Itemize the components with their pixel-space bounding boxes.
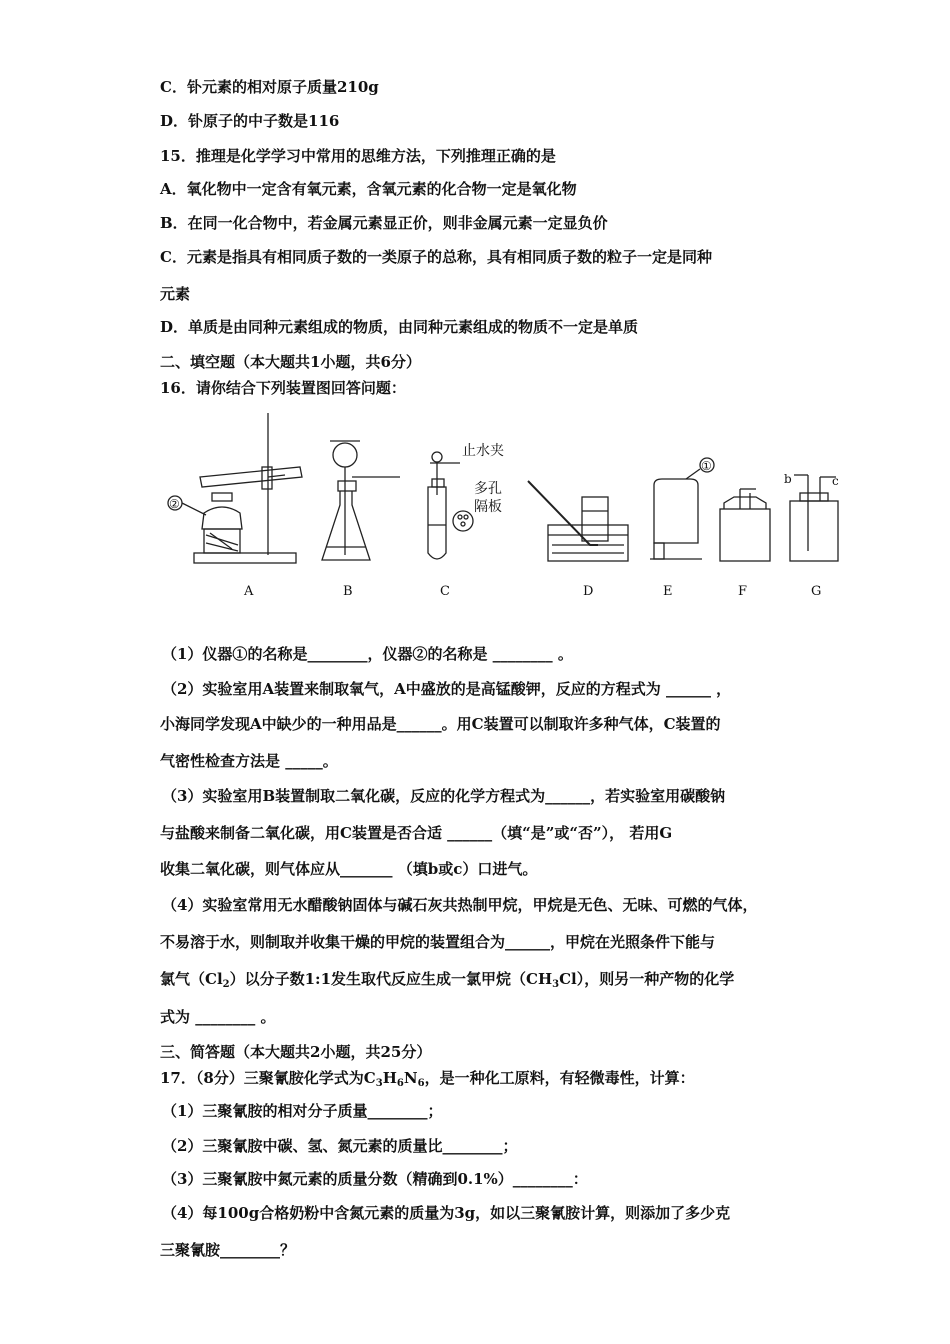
q16-part-2-line2: 小海同学发现A中缺少的一种用品是______。用C装置可以制取许多种气体，C装置的 (160, 715, 721, 733)
q17-stem-text-2: H (382, 1069, 397, 1087)
q15-option-c-line2: 元素 (160, 285, 191, 303)
section-3-heading: 三、简答题（本大题共2小题，共25分） (160, 1043, 432, 1061)
apparatus-e (650, 458, 714, 559)
q16-part-2-line1: （2）实验室用A装置来制取氧气，A中盛放的是高锰酸钾，反应的方程式为 ______ ， (162, 680, 732, 698)
q16-stem: 16．请你结合下列装置图回答问题： (160, 379, 406, 397)
q15-option-b: B．在同一化合物中，若金属元素显正价，则非金属元素一定显负价 (160, 214, 608, 232)
label-e: E (663, 584, 673, 599)
label-b: B (343, 584, 353, 599)
section-2-heading: 二、填空题（本大题共1小题，共6分） (160, 353, 421, 371)
apparatus-b (322, 441, 400, 560)
q17-stem-text-1: 17．（8分）三聚氰胺化学式为C (160, 1069, 376, 1087)
q16-part-3-line3: 收集二氧化碳，则气体应从_______ （填b或c）口进气。 (160, 860, 538, 878)
q16-part-4-line1: （4）实验室常用无水醋酸钠固体与碱石灰共热制甲烷，甲烷是无色、无味、可燃的气体， (162, 896, 758, 914)
label-g: G (811, 584, 822, 599)
port-c-label: c (832, 474, 839, 488)
q16-p4-text-3: Cl），则另一种产物的化学 (559, 970, 735, 988)
q16-part-3-line1: （3）实验室用B装置制取二氧化碳，反应的化学方程式为______，若实验室用碳酸钠 (162, 787, 726, 805)
q16-p4-text-2: ）以分子数1:1发生取代反应生成一氯甲烷（CH (229, 970, 553, 988)
q16-part-4-line3 (160, 969, 734, 995)
q17-part-2: （2）三聚氰胺中碳、氢、氮元素的质量比________； (162, 1137, 518, 1155)
q14-option-d: D．钋原子的中子数是116 (160, 112, 340, 130)
q17-part-4-line2: 三聚氰胺________？ (160, 1241, 296, 1259)
q16-part-4-line4: 式为 ________ 。 (160, 1008, 276, 1026)
q17-part-4-line1: （4）每100g合格奶粉中含氮元素的质量为3g，如以三聚氰胺计算，则添加了多少克 (162, 1204, 731, 1222)
q17-sub-n: 6 (417, 1078, 425, 1089)
mark-1-label: ① (701, 459, 712, 473)
clamp-label: 止水夹 (462, 443, 504, 459)
port-b-label: b (784, 472, 792, 486)
q15-stem: 15．推理是化学学习中常用的思维方法，下列推理正确的是 (160, 147, 556, 165)
label-a: A (244, 584, 254, 599)
apparatus-f (720, 489, 770, 561)
q17-sub-c: 3 (375, 1078, 383, 1089)
q15-option-a: A．氧化物中一定含有氧元素，含氧元素的化合物一定是氧化物 (160, 180, 577, 198)
q14-option-c: C．钋元素的相对原子质量210g (160, 78, 379, 96)
q16-part-1: （1）仪器①的名称是________，仪器②的名称是 ________ 。 (162, 645, 573, 663)
q17-stem-text-4: ，是一种化工原料，有轻微毒性，计算： (424, 1069, 695, 1087)
apparatus-g (790, 475, 838, 561)
q17-part-1: （1）三聚氰胺的相对分子质量________； (162, 1102, 443, 1120)
q15-option-c-line1: C．元素是指具有相同质子数的一类原子的总称，具有相同质子数的粒子一定是同种 (160, 248, 712, 266)
q17-part-3: （3）三聚氰胺中氮元素的质量分数（精确到0.1%）________： (162, 1170, 588, 1188)
q17-stem (160, 1068, 695, 1094)
q16-part-3-line2: 与盐酸来制备二氧化碳，用C装置是否合适 ______（填“是”或“否”）， 若用G (160, 824, 673, 842)
q17-sub-h: 6 (396, 1078, 404, 1089)
apparatus-a (168, 413, 302, 563)
q16-p4-sub-2: 3 (552, 979, 560, 990)
mark-2-label: ② (169, 497, 180, 511)
q15-option-d: D．单质是由同种元素组成的物质，由同种元素组成的物质不一定是单质 (160, 318, 639, 336)
apparatus-d (528, 481, 628, 561)
q16-part-4-line2: 不易溶于水，则制取并收集干燥的甲烷的装置组合为______，甲烷在光照条件下能与 (160, 933, 716, 951)
q16-p4-sub-1: 2 (222, 979, 230, 990)
q16-p4-text-1: 氯气（Cl (160, 970, 223, 988)
label-d: D (583, 584, 594, 599)
label-c: C (440, 584, 450, 599)
q16-part-2-line3: 气密性检查方法是 _____。 (160, 752, 338, 770)
porous-plate-label-1: 多孔 (474, 481, 502, 497)
porous-plate-label-2: 隔板 (474, 499, 502, 515)
label-f: F (738, 584, 748, 599)
apparatus-figure (160, 405, 840, 605)
apparatus-c (428, 452, 473, 559)
q17-stem-text-3: N (403, 1069, 418, 1087)
